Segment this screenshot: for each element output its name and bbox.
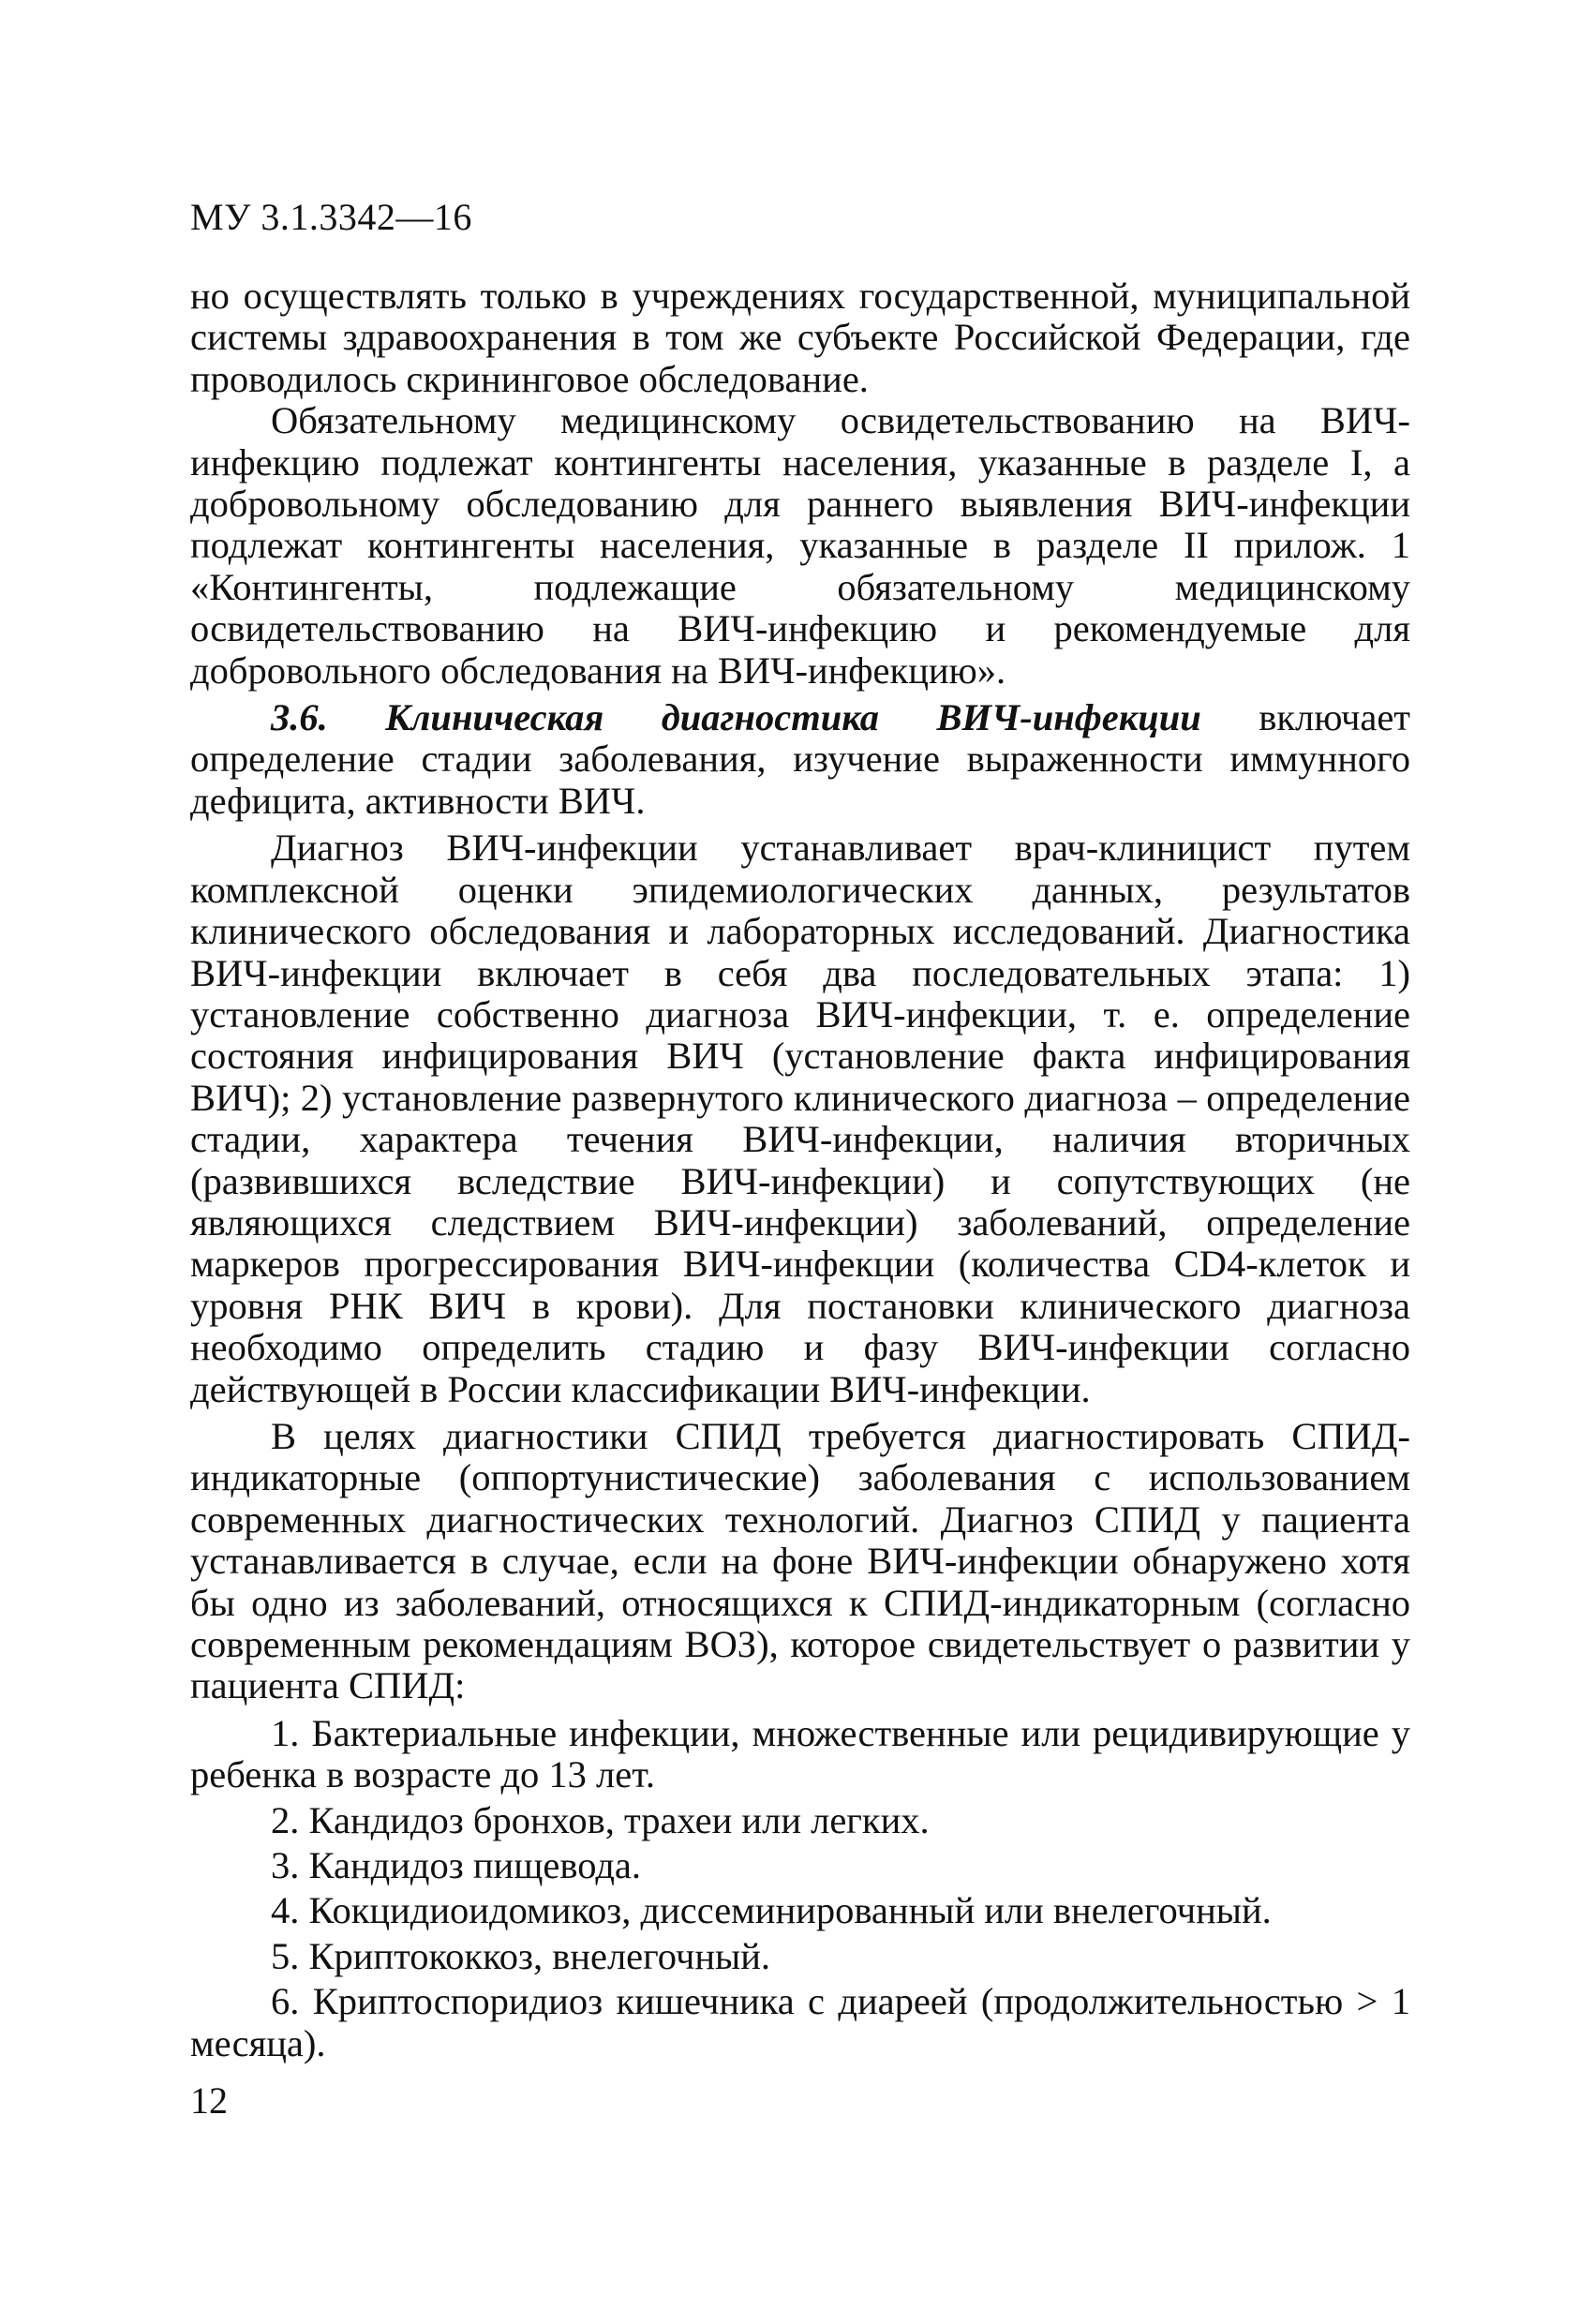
- section-heading-3-6: 3.6. Клиническая диагностика ВИЧ-инфекции: [271, 696, 1201, 739]
- paragraph-aids-diagnostics: В целях диагностики СПИД требуется диагностировать СПИД-индикаторные (оппортунистические) заболевания с использованием современных диагностических технологий. Диагноз СПИД у пациента устанавливается в случае, если на фоне ВИЧ-инфекции обнаружено хотя бы одно из заболеваний, относящихся к СПИД-индикаторным (согласно современным рекомендациям ВОЗ), которое свидетельствует о развитии у пациента СПИД:: [190, 1414, 1410, 1707]
- section-heading-text: включает определение стадии заболевания, изучение выраженности иммунного дефицита, активности ВИЧ.: [190, 696, 1410, 822]
- aids-indicator-list: [190, 1713, 1410, 2064]
- list-item: 3. Кандидоз пищевода.: [271, 1844, 642, 1887]
- page-number: 12: [190, 2079, 228, 2122]
- list-item: 6. Криптоспоридиоз кишечника с диареей (продолжительностью > 1 месяца).: [190, 1980, 1410, 2064]
- list-item: 5. Криптококкоз, внелегочный.: [271, 1934, 771, 1977]
- paragraph-continuation: но осуществлять только в учреждениях государственной, муниципальной системы здравоохранения в том же субъекте Российской Федерации, где проводилось скрининговое обследование.: [190, 275, 1410, 400]
- paragraph-mandatory-testing: Обязательному медицинскому освидетельствованию на ВИЧ-инфекцию подлежат контингенты населения, указанные в разделе I, а добровольному обследованию для раннего выявления ВИЧ-инфекции подлежат контингенты населения, указанные в разделе II прилож. 1 «Контингенты, подлежащие обязательному медицинскому освидетельствованию на ВИЧ-инфекцию и рекомендуемые для добровольного обследования на ВИЧ-инфекцию».: [190, 399, 1410, 692]
- document-code-header: МУ 3.1.3342—16: [190, 196, 472, 238]
- list-item: 1. Бактериальные инфекции, множественные или рецидивирующие у ребенка в возрасте до 13 лет.: [190, 1711, 1410, 1796]
- paragraph-clinical-diagnostics: [190, 697, 1410, 822]
- paragraph-diagnosis: Диагноз ВИЧ-инфекции устанавливает врач-клиницист путем комплексной оценки эпидемиологических данных, результатов клинического обследования и лабораторных исследований. Диагностика ВИЧ-инфекции включает в себя два последовательных этапа: 1) установление собственно диагноза ВИЧ-инфекции, т. е. определение состояния инфицирования ВИЧ (установление факта инфицирования ВИЧ); 2) установление развернутого клинического диагноза – определение стадии, характера течения ВИЧ-инфекции, наличия вторичных (развившихся вследствие ВИЧ-инфекции) и сопутствующих (не являющихся следствием ВИЧ-инфекции) заболеваний, определение маркеров прогрессирования ВИЧ-инфекции (количества CD4-клеток и уровня РНК ВИЧ в крови). Для постановки клинического диагноза необходимо определить стадию и фазу ВИЧ-инфекции согласно действующей в России классификации ВИЧ-инфекции.: [190, 827, 1410, 1410]
- document-body: [190, 276, 1410, 2068]
- list-item: 4. Кокцидиоидомикоз, диссеминированный или внелегочный.: [271, 1889, 1272, 1932]
- list-item: 2. Кандидоз бронхов, трахеи или легких.: [271, 1798, 930, 1841]
